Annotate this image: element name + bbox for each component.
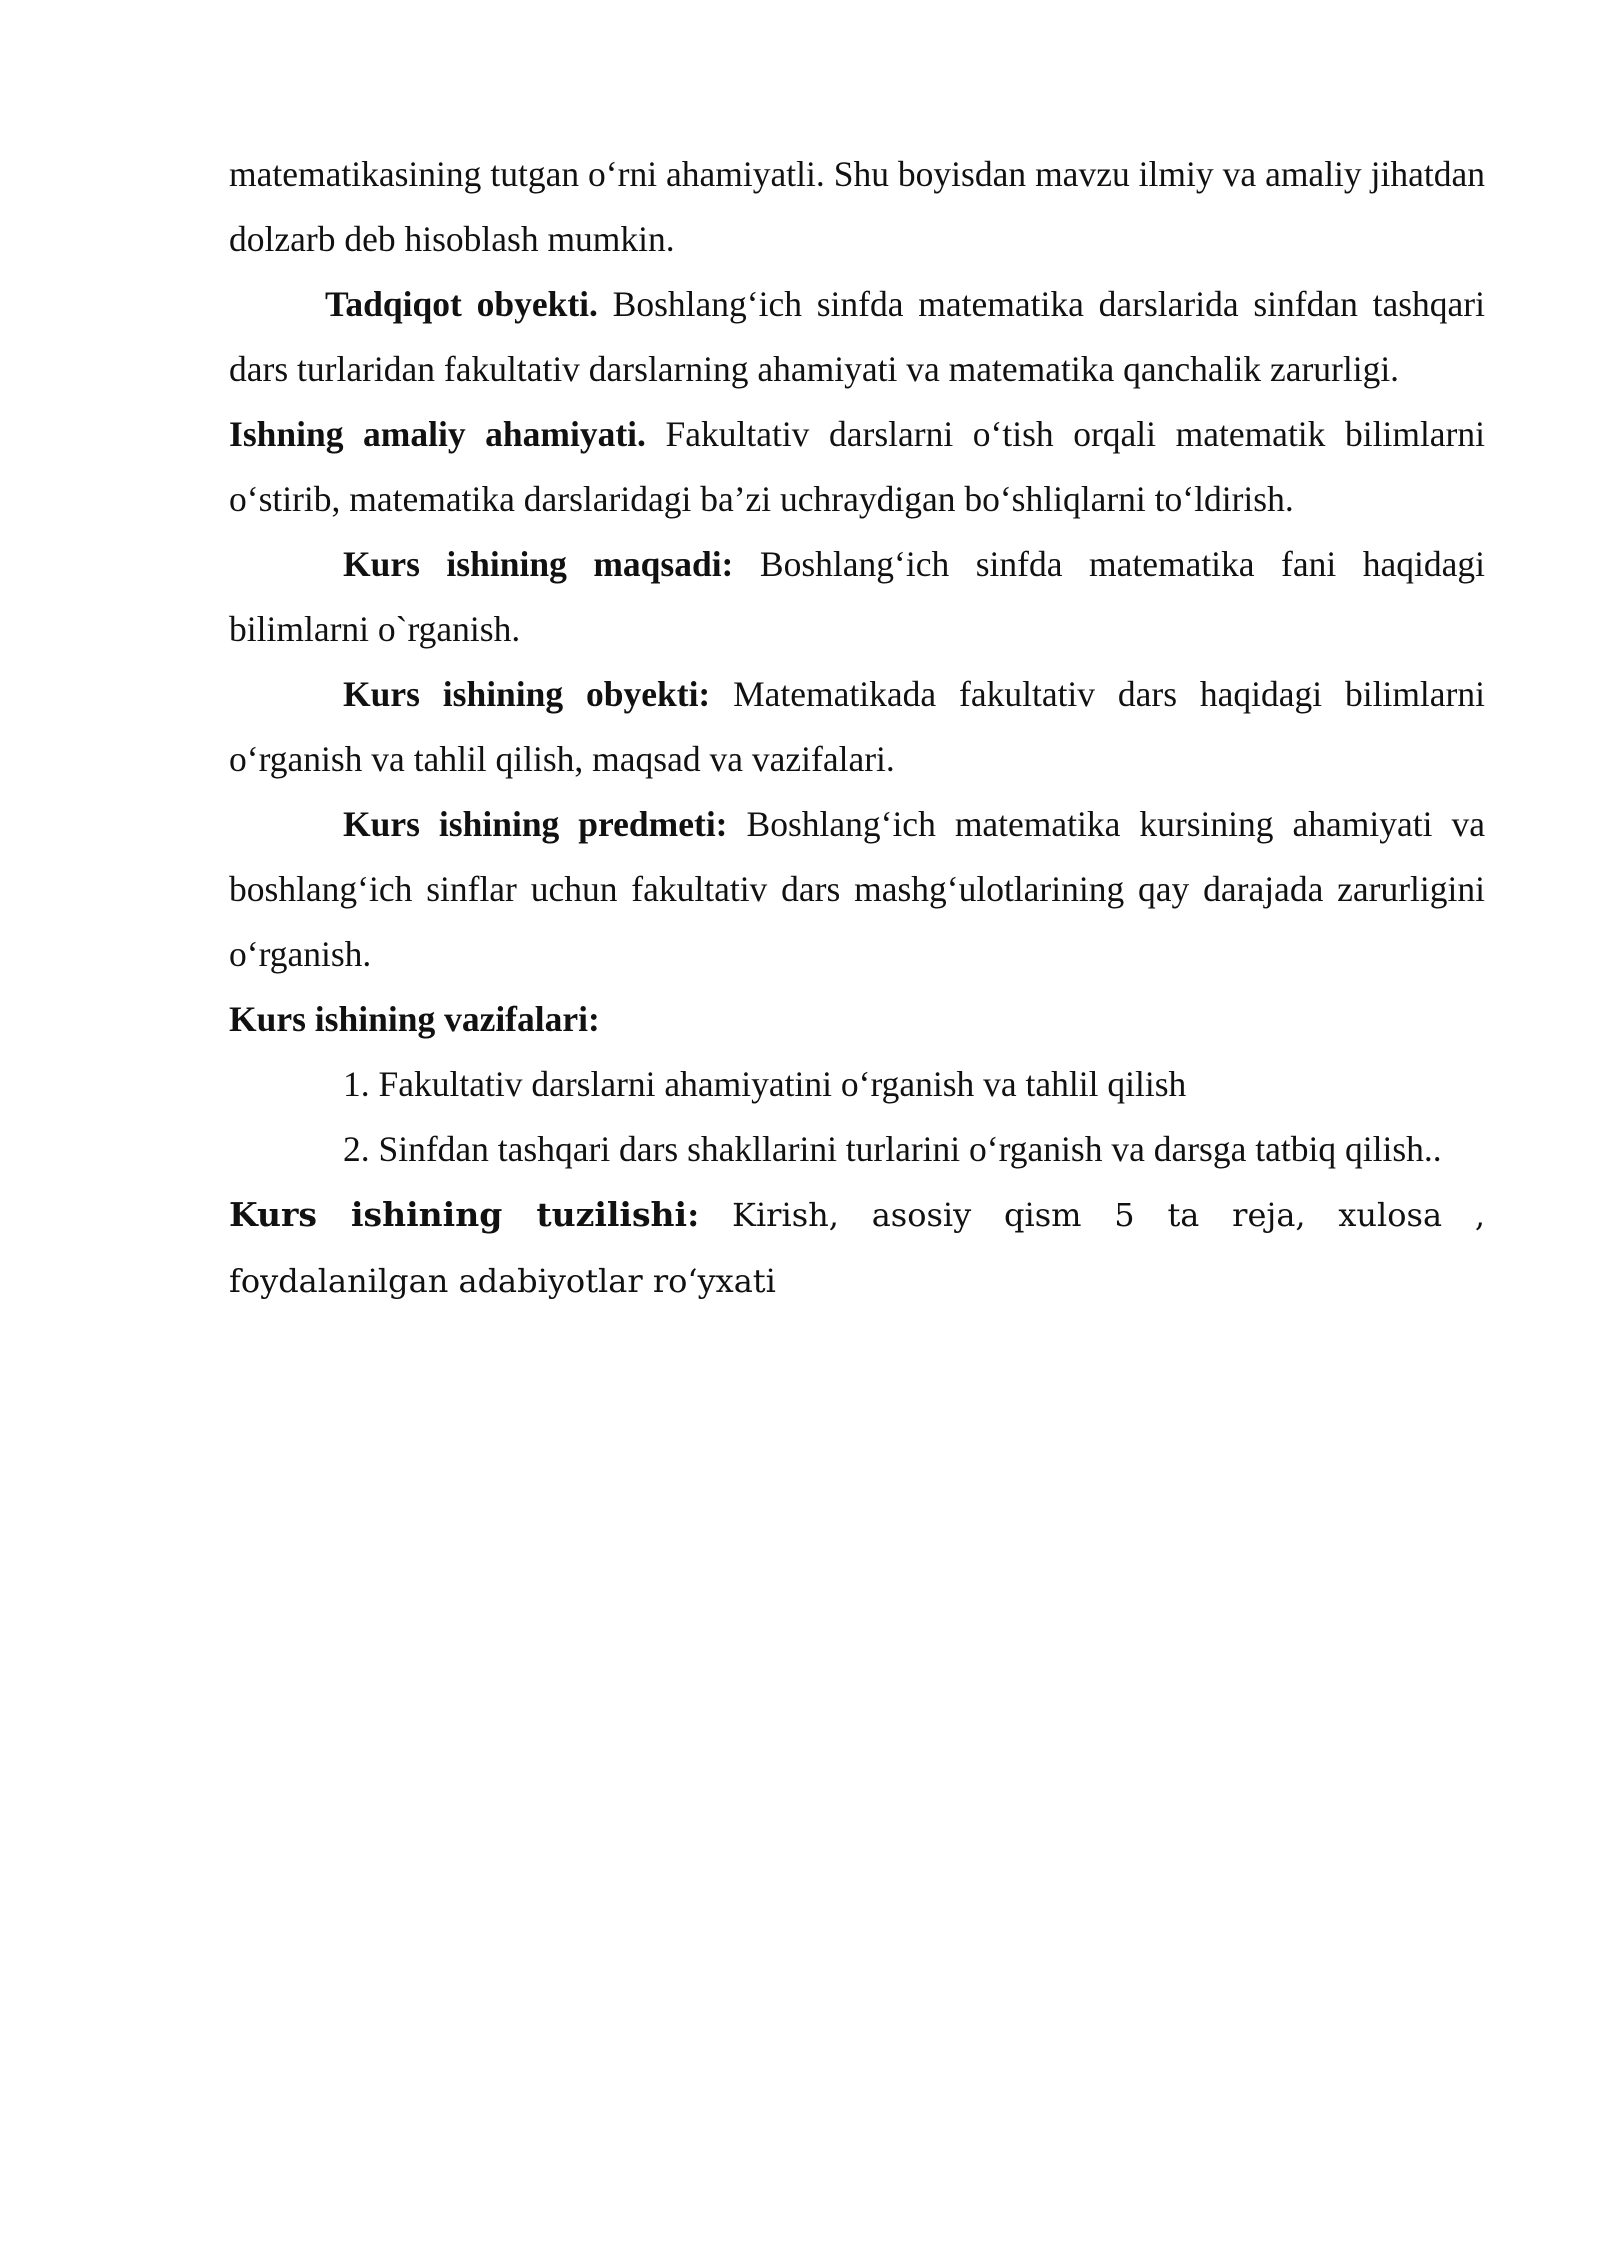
paragraph-research-object: [229, 272, 1485, 402]
paragraph-structure: [229, 1182, 1485, 1314]
list-item-task-2: [229, 1117, 1485, 1182]
paragraph-text: matematikasining tutgan o‘rni ahamiyatli. Shu boyisdan mavzu ilmiy va amaliy jihatdan dolzarb deb hisoblash mumkin.: [229, 154, 1485, 259]
list-item-text: 2. Sinfdan tashqari dars shakllarini turlarini o‘rganish va darsga tatbiq qilish..: [343, 1129, 1442, 1169]
list-item-task-1: [229, 1052, 1485, 1117]
paragraph-label: Ishning amaliy ahamiyati.: [229, 414, 646, 454]
paragraph-course-object: [229, 662, 1485, 792]
paragraph-label: Kurs ishining predmeti:: [343, 804, 728, 844]
paragraph-label: Tadqiqot obyekti.: [325, 284, 598, 324]
paragraph-text: Boshlang‘ich sinfda matematika darslarida sinfdan tashqari dars turlaridan fakultativ darslarning ahamiyati va matematika qanchalik zarurligi.: [229, 284, 1485, 389]
paragraph-subject: [229, 792, 1485, 987]
paragraph-text: Fakultativ darslarni o‘tish orqali matematik bilimlarni o‘stirib, matematika darslaridagi ba’zi uchraydigan bo‘shliqlarni to‘ldirish.: [229, 414, 1485, 519]
paragraph-label: Kurs ishining maqsadi:: [343, 544, 734, 584]
paragraph-goal: [229, 532, 1485, 662]
paragraph-practical-significance: [229, 402, 1485, 532]
paragraph-label: Kurs ishining tuzilishi:: [229, 1195, 700, 1234]
paragraph-text: Kirish, asosiy qism 5 ta reja, xulosa , foydalanilgan adabiyotlar ro‘yxati: [229, 1196, 1485, 1300]
paragraph-relevance: [229, 142, 1485, 272]
paragraph-text: Boshlang‘ich sinfda matematika fani haqidagi bilimlarni o`rganish.: [229, 544, 1485, 649]
list-item-text: 1. Fakultativ darslarni ahamiyatini o‘rganish va tahlil qilish: [343, 1064, 1187, 1104]
document-body: [229, 142, 1485, 1314]
paragraph-label: Kurs ishining obyekti:: [343, 674, 711, 714]
paragraph-text: Matematikada fakultativ dars haqidagi bilimlarni o‘rganish va tahlil qilish, maqsad va vazifalari.: [229, 674, 1485, 779]
paragraph-label: Kurs ishining vazifalari:: [229, 999, 600, 1039]
paragraph-tasks-heading: [229, 987, 1485, 1052]
paragraph-text: Boshlang‘ich matematika kursining ahamiyati va boshlang‘ich sinflar uchun fakultativ dars mashg‘ulotlarining qay darajada zarurligini o‘rganish.: [229, 804, 1485, 974]
